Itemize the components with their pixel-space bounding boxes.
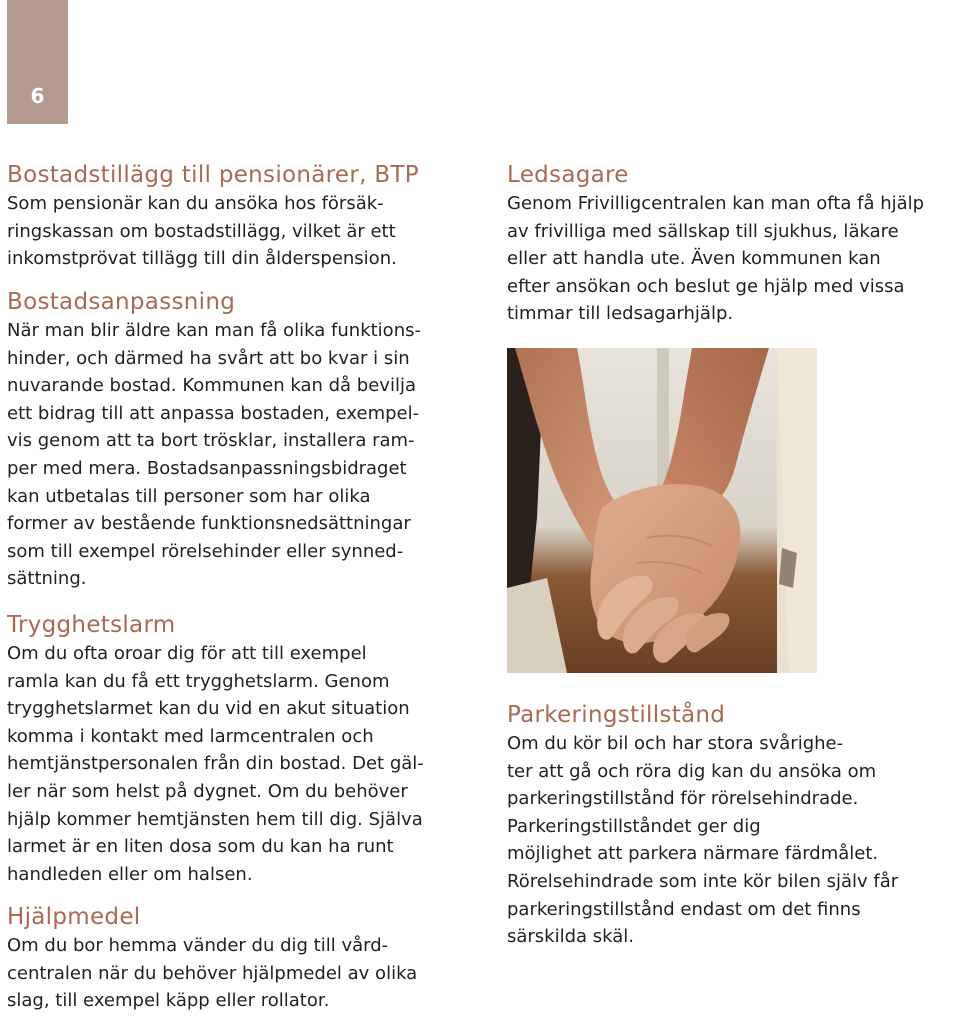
body-line: ramla kan du få ett trygghetslarm. Genom — [7, 670, 390, 692]
body-line: hjälp kommer hemtjänsten hem till dig. Själva — [7, 808, 423, 830]
body-line: inkomstprövat tillägg till din ålderspension. — [7, 248, 397, 270]
body-line: nuvarande bostad. Kommunen kan då bevilja — [7, 375, 416, 397]
section-body — [7, 932, 417, 1015]
body-line: kan utbetalas till personer som har olika — [7, 485, 371, 507]
section-bostadstillagg — [7, 160, 419, 273]
body-line: ler när som helst på dygnet. Om du behöver — [7, 780, 408, 802]
body-line: parkeringstillstånd för rörelsehindrade. — [507, 788, 859, 810]
body-line: timmar till ledsagarhjälp. — [507, 303, 734, 325]
body-line: vis genom att ta bort trösklar, installera ram- — [7, 430, 415, 452]
body-line: ett bidrag till att anpassa bostaden, exempel- — [7, 402, 420, 424]
body-line: Parkeringstillståndet ger dig — [507, 815, 761, 837]
body-line: av frivilliga med sällskap till sjukhus, läkare — [507, 220, 899, 242]
body-line: Genom Frivilligcentralen kan man ofta få hjälp — [507, 193, 925, 214]
body-line: hemtjänstpersonalen från din bostad. Det gäl- — [7, 753, 424, 775]
body-line: parkeringstillstånd endast om det finns — [507, 898, 861, 920]
body-line: Om du bor hemma vänder du dig till vård- — [7, 935, 389, 956]
body-line: Som pensionär kan du ansöka hos försäk- — [7, 193, 384, 214]
page-number: 6 — [30, 84, 45, 108]
body-line: former av bestående funktionsnedsättningar — [7, 513, 411, 535]
body-line: eller att handla ute. Även kommunen kan — [507, 248, 881, 270]
section-body — [7, 640, 424, 888]
section-body — [7, 190, 419, 273]
body-line: larmet är en liten dosa som du kan ha runt — [7, 836, 394, 858]
body-line: ter att gå och röra dig kan du ansöka om — [507, 760, 877, 782]
section-trygghetslarm — [7, 610, 424, 888]
body-line: hinder, och därmed ha svårt att bo kvar i sin — [7, 347, 410, 369]
body-line: särskilda skäl. — [507, 926, 635, 948]
section-bostadsanpassning — [7, 287, 421, 593]
section-heading: Bostadsanpassning — [7, 289, 236, 315]
body-line: ringskassan om bostadstillägg, vilket är ett — [7, 220, 396, 242]
section-hjalpmedel — [7, 902, 417, 1015]
section-heading: Hjälpmedel — [7, 904, 141, 930]
section-heading: Ledsagare — [507, 162, 629, 188]
body-line: Om du ofta oroar dig för att till exempel — [7, 643, 367, 664]
body-line: centralen när du behöver hjälpmedel av olika — [7, 962, 418, 984]
body-line: trygghetslarmet kan du vid en akut situation — [7, 698, 410, 720]
body-line: efter ansökan och beslut ge hjälp med vissa — [507, 275, 905, 297]
body-line: När man blir äldre kan man få olika funktions- — [7, 320, 421, 341]
body-line: handleden eller om halsen. — [7, 863, 253, 885]
page-number-tab — [7, 0, 68, 124]
section-body — [7, 317, 421, 593]
section-heading: Trygghetslarm — [7, 612, 176, 638]
section-body — [507, 190, 924, 328]
section-ledsagare — [507, 160, 924, 328]
body-line: möjlighet att parkera närmare färdmålet. — [507, 843, 879, 865]
section-body — [507, 730, 898, 951]
body-line: sättning. — [7, 568, 87, 590]
body-line: som till exempel rörelsehinder eller synned- — [7, 540, 404, 562]
section-parkeringstillstand — [507, 700, 898, 951]
section-heading: Parkeringstillstånd — [507, 702, 726, 728]
section-heading: Bostadstillägg till pensionärer, BTP — [7, 162, 419, 188]
body-line: slag, till exempel käpp eller rollator. — [7, 990, 330, 1012]
holding-hands-photo — [507, 348, 817, 673]
body-line: Rörelsehindrade som inte kör bilen själv får — [507, 870, 899, 892]
body-line: per med mera. Bostadsanpassningsbidraget — [7, 457, 407, 479]
body-line: komma i kontakt med larmcentralen och — [7, 725, 374, 747]
body-line: Om du kör bil och har stora svårighe- — [507, 733, 844, 754]
